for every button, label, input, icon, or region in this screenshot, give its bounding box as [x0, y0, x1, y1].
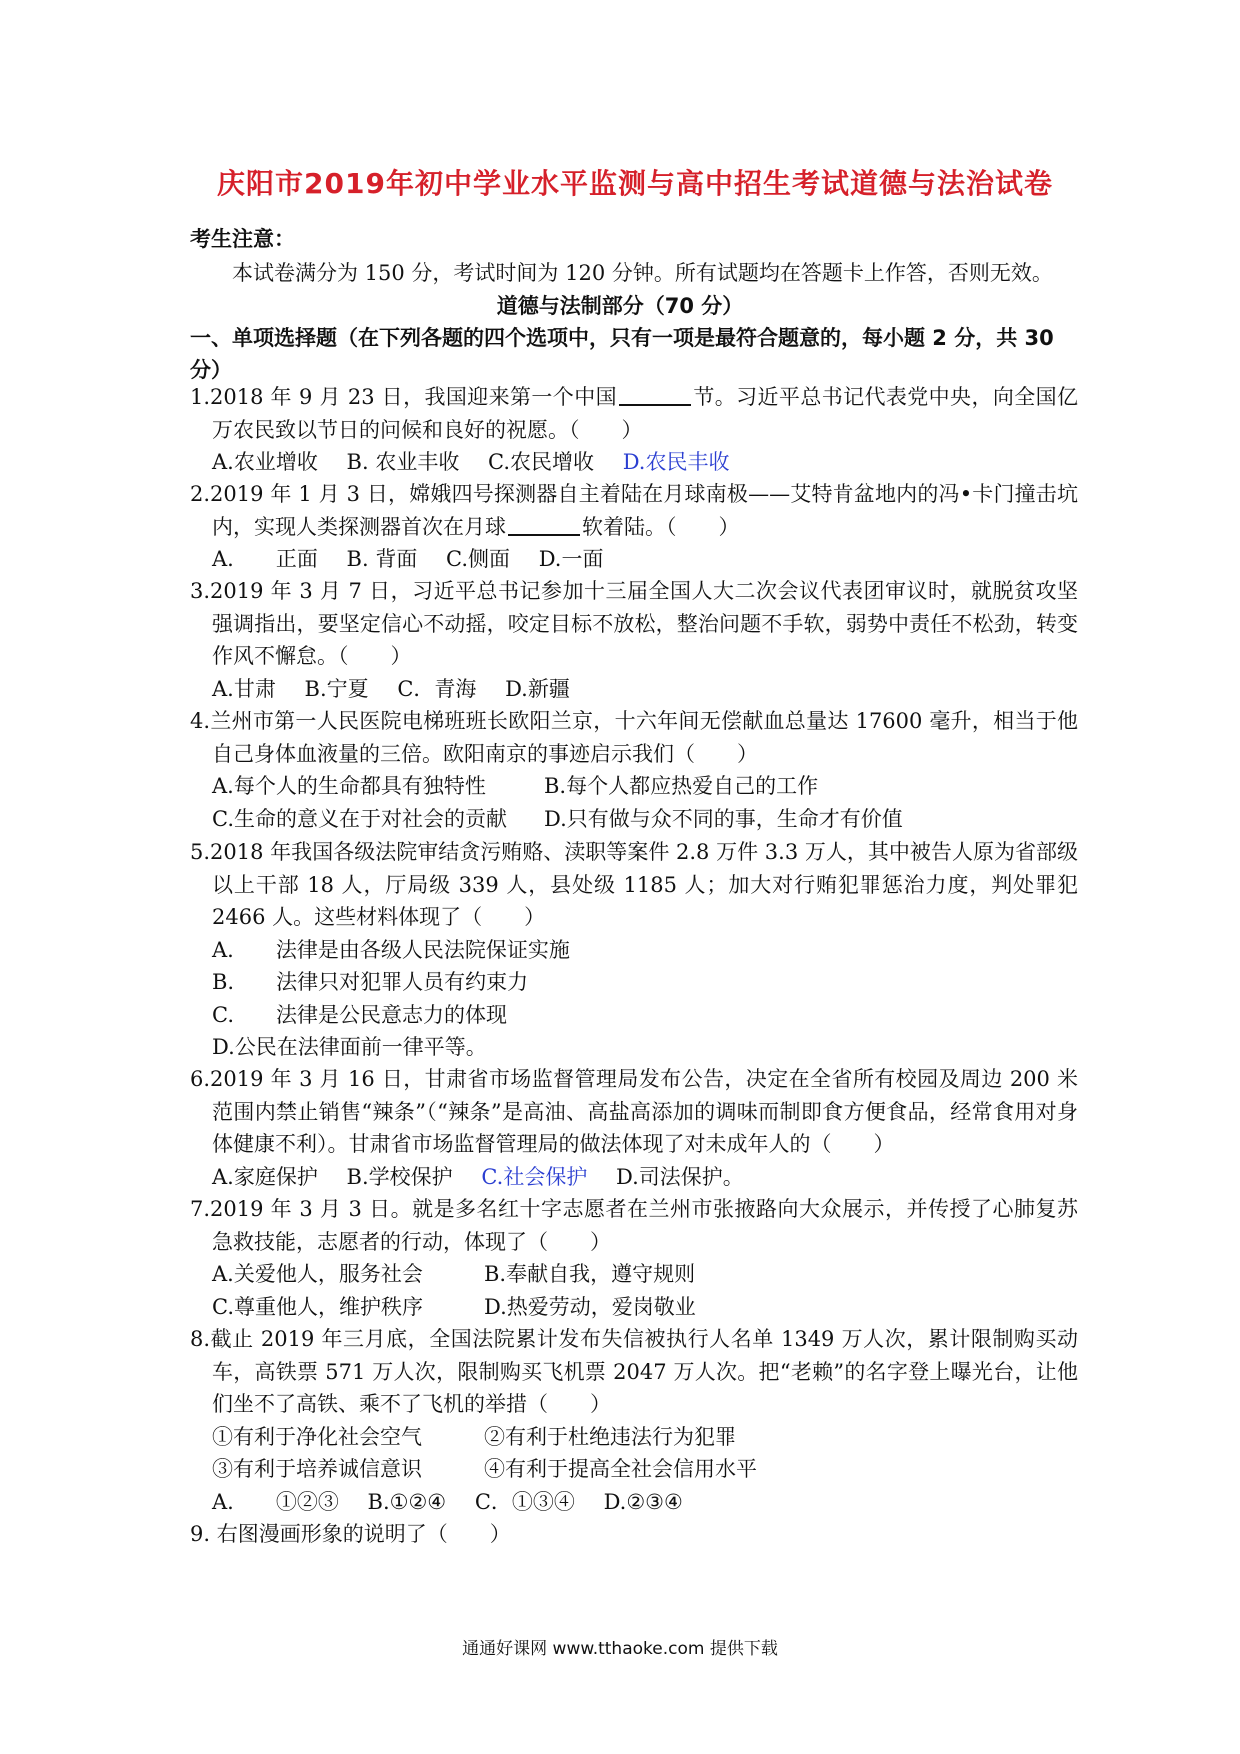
option-b: B.宁夏	[304, 676, 369, 701]
question-stem: 1.2018 年 9 月 23 日，我国迎来第一个中国 节。习近平总书记代表党中央，向全国亿万农民致以节日的问候和良好的祝愿。（ ）	[190, 385, 1079, 442]
footer-credit: 通通好课网 www.tthaoke.com 提供下载	[462, 1639, 778, 1659]
option-b: B.①②④	[367, 1489, 447, 1514]
option-d: D.只有做与众不同的事，生命才有价值	[544, 806, 903, 831]
statement-4: ④有利于提高全社会信用水平	[484, 1457, 757, 1481]
option-c: C.生命的意义在于对社会的贡献	[212, 806, 507, 831]
options	[190, 446, 1078, 479]
options	[190, 770, 1078, 803]
question-4	[190, 705, 1078, 835]
statement-3: ③有利于培养诚信意识	[212, 1457, 422, 1481]
option-a: A.关爱他人，服务社会	[212, 1262, 423, 1286]
options	[190, 934, 1078, 1064]
question-stem: 2.2019 年 1 月 3 日，嫦娥四号探测器自主着陆在月球南极——艾特肯盆地内的冯•卡门撞击坑内，实现人类探测器首次在月球 软着陆。（ ）	[190, 482, 1078, 539]
option-d: D.一面	[538, 547, 604, 571]
statement-1: ①有利于净化社会空气	[212, 1424, 422, 1449]
option-b: B.学校保护	[346, 1164, 453, 1189]
question-6	[190, 1063, 1078, 1193]
question-1	[190, 381, 1078, 479]
option-c: C.侧面	[446, 547, 511, 571]
question-2	[190, 478, 1078, 576]
options	[190, 1161, 1078, 1194]
notice-text: 本试卷满分为 150 分，考试时间为 120 分钟。所有试题均在答题卡上作答，否则无效。	[232, 261, 1053, 285]
options	[190, 1486, 1078, 1519]
option-d: D.②③④	[603, 1489, 683, 1514]
options	[190, 543, 1078, 576]
option-d: D.热爱劳动，爱岗敬业	[484, 1294, 696, 1319]
exam-title: 庆阳市2019年初中学业水平监测与高中招生考试道德与法治试卷	[217, 167, 1053, 200]
option-a: A. 正面	[212, 547, 318, 571]
answer-blank	[508, 514, 580, 536]
option-a: A.每个人的生命都具有独特性	[212, 774, 486, 798]
question-8	[190, 1323, 1078, 1518]
question-5	[190, 836, 1078, 1064]
question-7	[190, 1193, 1078, 1323]
option-b: B. 法律只对犯罪人员有约束力	[212, 970, 529, 994]
option-c: C．①③④	[474, 1489, 575, 1514]
option-a: A.农业增收	[212, 450, 318, 474]
option-d: D.农民丰收	[622, 450, 730, 474]
option-a: A. 法律是由各级人民法院保证实施	[212, 937, 570, 962]
question-3	[190, 575, 1078, 705]
answer-blank	[619, 384, 691, 406]
option-b: B. 农业丰收	[346, 450, 460, 474]
question-stem: 8.截止 2019 年三月底，全国法院累计发布失信被执行人名单 1349 万人次，累计限制购买动车，高铁票 571 万人次，限制购买飞机票 2047 万人次。把“老赖”的名字登上曝光台，让他们坐不了高铁、乘不了飞机的举措（ ）	[190, 1327, 1078, 1416]
option-c: C.农民增收	[488, 450, 595, 474]
option-a: A.家庭保护	[212, 1164, 318, 1189]
question-9	[190, 1518, 1078, 1551]
question-stem: 9. 右图漫画形象的说明了（ ）	[190, 1522, 511, 1546]
question-stem: 7.2019 年 3 月 3 日。就是多名红十字志愿者在兰州市张掖路向大众展示，并传授了心肺复苏急救技能，志愿者的行动，体现了（ ）	[190, 1197, 1078, 1254]
option-c: C.社会保护	[481, 1164, 588, 1189]
option-d: D.新疆	[505, 676, 570, 701]
question-stem: 6.2019 年 3 月 16 日，甘肃省市场监督管理局发布公告，决定在全省所有校园及周边 200 米范围内禁止销售“辣条”（“辣条”是高油、高盐高添加的调味而制即食方便食品，经常食用对身体健康不利）。甘肃省市场监督管理局的做法体现了对未成年人的（ ）	[190, 1067, 1078, 1156]
option-b: B.每个人都应热爱自己的工作	[544, 774, 819, 798]
options	[190, 673, 1078, 706]
option-c: C.尊重他人，维护秩序	[212, 1294, 423, 1319]
part-title: 道德与法制部分（70 分）	[496, 294, 744, 318]
question-stem: 3.2019 年 3 月 7 日，习近平总书记参加十三届全国人大二次会议代表团审议时，就脱贫攻坚强调指出，要坚定信心不动摇，咬定目标不放松，整治问题不手软，弱势中责任不松劲，转变作风不懈怠。（ ）	[190, 579, 1078, 668]
option-b: B. 背面	[346, 547, 418, 571]
statements	[190, 1421, 1078, 1454]
option-d: D.司法保护。	[616, 1164, 744, 1189]
question-stem: 4.兰州市第一人民医院电梯班班长欧阳兰京，十六年间无偿献血总量达 17600 毫升，相当于他自己身体血液量的三倍。欧阳南京的事迹启示我们（ ）	[190, 709, 1078, 766]
option-d: D.公民在法律面前一律平等。	[212, 1035, 487, 1059]
statements	[190, 1453, 1078, 1486]
option-a: A.甘肃	[212, 676, 276, 701]
notice-label: 考生注意：	[190, 227, 295, 251]
option-c: C. 法律是公民意志力的体现	[212, 1002, 507, 1027]
section-title: 一、单项选择题（在下列各题的四个选项中，只有一项是最符合题意的，每小题 2 分，共 30 分）	[190, 326, 1054, 382]
option-a: A. ①②③	[212, 1489, 339, 1514]
option-c: C．青海	[397, 676, 477, 701]
option-b: B.奉献自我，遵守规则	[484, 1262, 696, 1286]
options	[190, 803, 1078, 836]
statement-2: ②有利于杜绝违法行为犯罪	[484, 1424, 736, 1449]
options	[190, 1291, 1078, 1324]
options	[190, 1258, 1078, 1291]
question-stem: 5.2018 年我国各级法院审结贪污贿赂、渎职等案件 2.8 万件 3.3 万人，其中被告人原为省部级以上干部 18 人，厅局级 339 人，县处级 1185 人；加大对行贿犯罪惩治力度，判处罪犯 2466 人。这些材料体现了（ ）	[190, 840, 1078, 929]
